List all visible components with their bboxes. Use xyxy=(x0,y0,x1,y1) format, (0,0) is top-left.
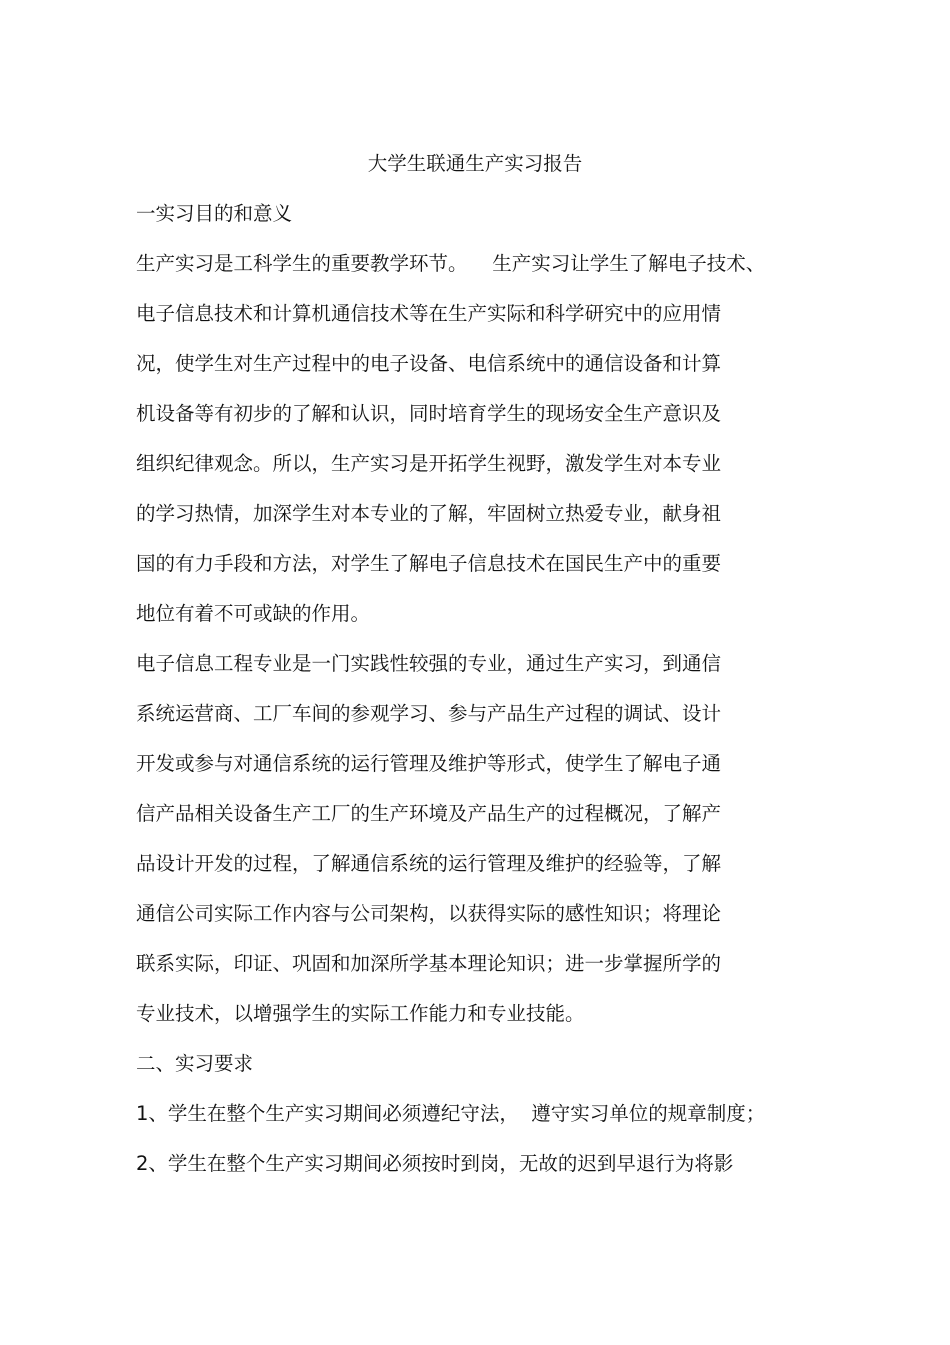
paragraph-line: 电子信息工程专业是一门实践性较强的专业，通过生产实习，到通信 xyxy=(136,652,722,675)
paragraph-line: 联系实际，印证、巩固和加深所学基本理论知识；进一步掌握所学的 xyxy=(136,952,722,975)
document-title: 大学生联通生产实习报告 xyxy=(367,152,583,175)
paragraph-line: 的学习热情，加深学生对本专业的了解，牢固树立热爱专业，献身祖 xyxy=(136,502,722,525)
paragraph-line: 生产实习是工科学生的重要教学环节。 生产实习让学生了解电子技术、 xyxy=(136,252,766,275)
paragraph-line: 国的有力手段和方法，对学生了解电子信息技术在国民生产中的重要 xyxy=(136,552,722,575)
paragraph-line: 信产品相关设备生产工厂的生产环境及产品生产的过程概况，了解产 xyxy=(136,802,722,825)
paragraph-line: 组织纪律观念。所以，生产实习是开拓学生视野，激发学生对本专业 xyxy=(136,452,722,475)
paragraph-line: 开发或参与对通信系统的运行管理及维护等形式，使学生了解电子通 xyxy=(136,752,722,775)
section-heading-purpose: 一实习目的和意义 xyxy=(136,202,293,225)
requirement-item: 1、学生在整个生产实习期间必须遵纪守法， 遵守实习单位的规章制度； xyxy=(136,1102,766,1125)
section-heading-requirements: 二、实习要求 xyxy=(136,1052,254,1075)
paragraph-line: 品设计开发的过程，了解通信系统的运行管理及维护的经验等，了解 xyxy=(136,852,722,875)
paragraph-line: 机设备等有初步的了解和认识，同时培育学生的现场安全生产意识及 xyxy=(136,402,722,425)
paragraph-line: 地位有着不可或缺的作用。 xyxy=(136,602,371,625)
paragraph-line: 系统运营商、工厂车间的参观学习、参与产品生产过程的调试、设计 xyxy=(136,702,722,725)
paragraph-line: 电子信息技术和计算机通信技术等在生产实际和科学研究中的应用情 xyxy=(136,302,722,325)
paragraph-line: 通信公司实际工作内容与公司架构，以获得实际的感性知识；将理论 xyxy=(136,902,722,925)
requirement-item: 2、学生在整个生产实习期间必须按时到岗，无故的迟到早退行为将影 xyxy=(136,1152,734,1175)
paragraph-line: 况，使学生对生产过程中的电子设备、电信系统中的通信设备和计算 xyxy=(136,352,722,375)
paragraph-line: 专业技术，以增强学生的实际工作能力和专业技能。 xyxy=(136,1002,585,1025)
